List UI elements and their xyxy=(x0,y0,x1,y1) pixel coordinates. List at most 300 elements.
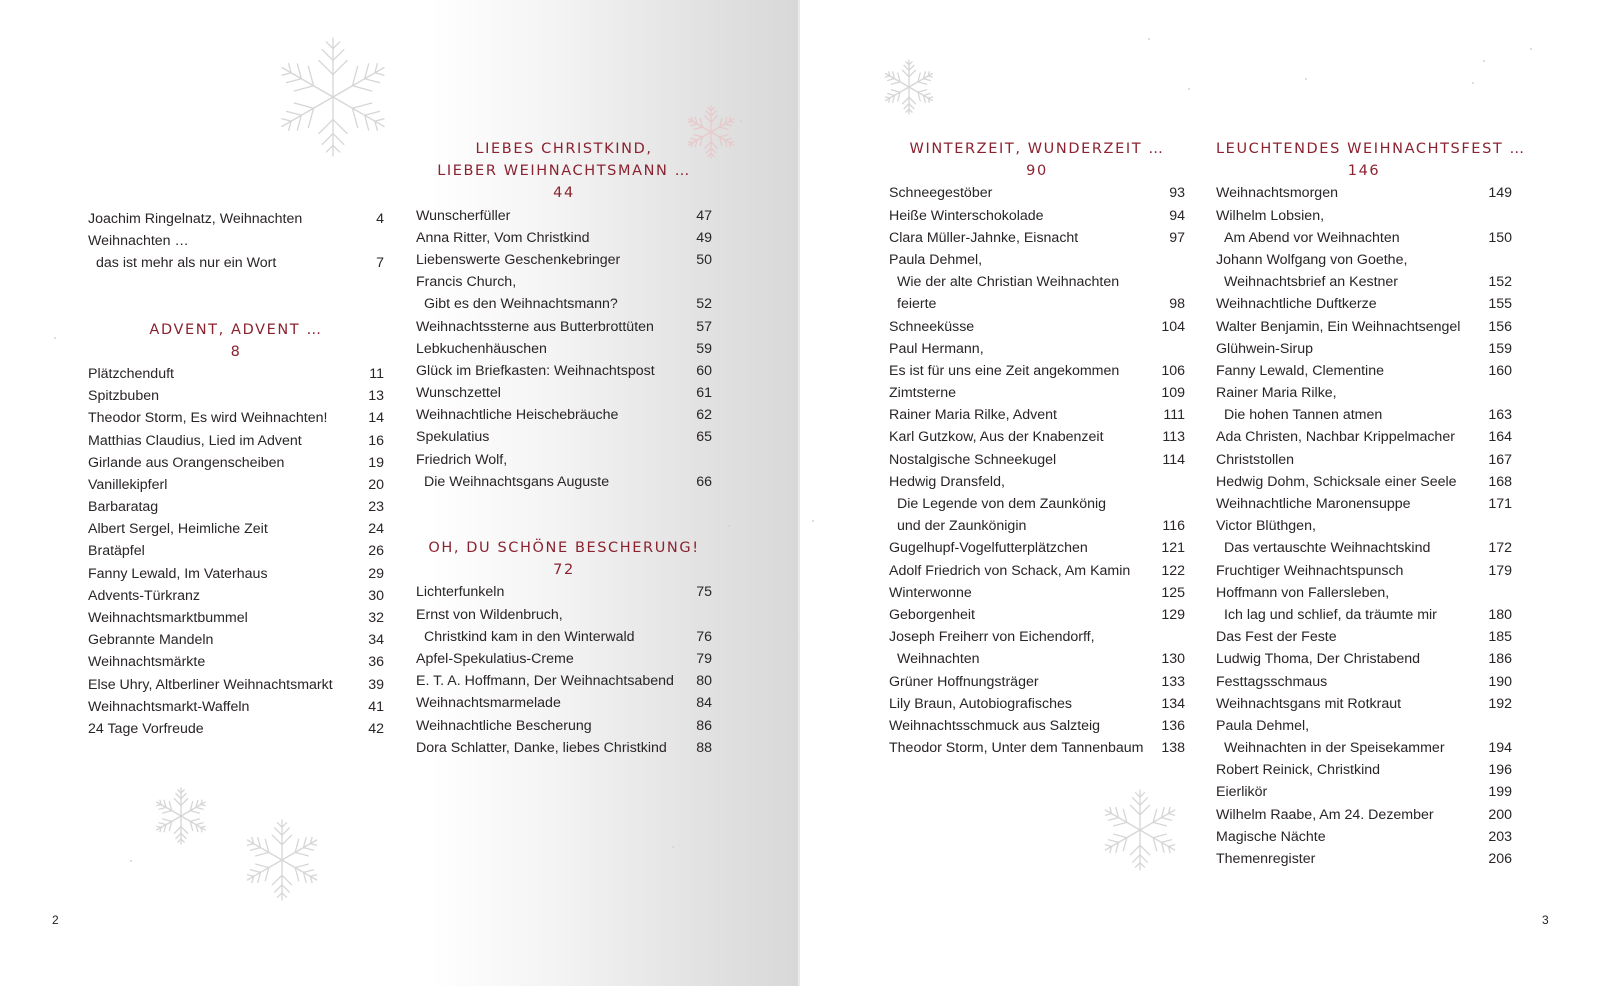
entry-title: Eierlikör xyxy=(1216,784,1268,801)
entry-title: Weihnachten in der Speisekammer xyxy=(1224,740,1445,757)
entry-title: Clara Müller-Jahnke, Eisnacht xyxy=(889,229,1079,246)
entry-page: 159 xyxy=(1488,340,1512,357)
toc-entry[interactable] xyxy=(889,737,1185,759)
toc-entry[interactable] xyxy=(1216,449,1512,471)
entry-title: Winterwonne xyxy=(889,584,972,601)
toc-entry[interactable] xyxy=(88,718,384,740)
entry-title: Paul Hermann, xyxy=(889,340,984,357)
section-title[interactable]: WINTERZEIT, WUNDERZEIT … xyxy=(909,141,1165,157)
toc-entry[interactable] xyxy=(88,474,384,496)
entry-page: 61 xyxy=(696,385,712,402)
toc-entry[interactable] xyxy=(889,205,1185,227)
entry-title: Weihnachtsmärkte xyxy=(88,654,206,671)
entry-page: 86 xyxy=(696,717,712,734)
toc-entry[interactable] xyxy=(889,582,1185,604)
entry-page: 186 xyxy=(1488,651,1512,668)
entry-title: Ada Christen, Nachbar Krippelmacher xyxy=(1216,429,1455,446)
entry-page: 26 xyxy=(368,543,384,560)
toc-list-christkind xyxy=(416,205,712,493)
toc-entry[interactable] xyxy=(1216,626,1512,648)
entry-page: 29 xyxy=(368,565,384,582)
snow-dot xyxy=(740,120,742,122)
entry-title: Hedwig Dransfeld, xyxy=(889,473,1005,490)
toc-entry[interactable] xyxy=(1216,249,1512,271)
entry-page: 14 xyxy=(368,410,384,427)
toc-entry[interactable] xyxy=(416,316,712,338)
entry-page: 23 xyxy=(368,499,384,516)
entry-title: Weihnachtsbrief an Kestner xyxy=(1224,274,1399,291)
entry-title: Gibt es den Weihnachtsmann? xyxy=(424,296,618,313)
toc-entry[interactable] xyxy=(88,651,384,673)
toc-entry[interactable] xyxy=(88,363,384,385)
toc-entry[interactable] xyxy=(88,230,384,252)
toc-entry[interactable] xyxy=(88,496,384,518)
toc-entry[interactable] xyxy=(1216,515,1512,537)
toc-entry[interactable] xyxy=(416,715,712,737)
toc-entry[interactable] xyxy=(1216,693,1512,715)
snow-dot xyxy=(672,846,674,848)
toc-entry[interactable] xyxy=(1216,493,1512,515)
toc-list-bescherung xyxy=(416,581,712,759)
entry-page: 75 xyxy=(696,584,712,601)
entry-page: 57 xyxy=(696,318,712,335)
section-title[interactable]: OH, DU SCHÖNE BESCHERUNG! xyxy=(428,540,700,556)
entry-title: Die hohen Tannen atmen xyxy=(1224,407,1383,424)
entry-page: 133 xyxy=(1161,673,1185,690)
toc-entry[interactable] xyxy=(416,648,712,670)
entry-title: Spekulatius xyxy=(416,429,490,446)
toc-entry[interactable] xyxy=(88,518,384,540)
entry-title: Fanny Lewald, Im Vaterhaus xyxy=(88,565,268,582)
entry-page: 114 xyxy=(1162,451,1185,468)
toc-entry[interactable] xyxy=(1216,205,1512,227)
entry-title: Weihnachten xyxy=(897,651,980,668)
entry-title: Friedrich Wolf, xyxy=(416,451,508,468)
toc-entry[interactable] xyxy=(889,316,1185,338)
toc-entry[interactable] xyxy=(88,674,384,696)
entry-title: Barbaratag xyxy=(88,499,159,516)
entry-title: Heiße Winterschokolade xyxy=(889,207,1044,224)
snow-dot xyxy=(812,520,814,522)
entry-title: Robert Reinick, Christkind xyxy=(1216,762,1381,779)
entry-title: Vanillekipferl xyxy=(88,476,168,493)
snow-dot xyxy=(1530,48,1532,50)
entry-page: 125 xyxy=(1161,584,1185,601)
entry-title: Rainer Maria Rilke, Advent xyxy=(889,407,1057,424)
entry-page: 93 xyxy=(1169,185,1185,202)
entry-title: Paula Dehmel, xyxy=(889,251,983,268)
toc-entry[interactable] xyxy=(416,426,712,448)
entry-title: Ludwig Thoma, Der Christabend xyxy=(1216,651,1420,668)
toc-entry[interactable] xyxy=(1216,537,1512,559)
section-title[interactable]: ADVENT, ADVENT … xyxy=(149,321,323,338)
entry-title: Weihnachtssterne aus Butterbrottüten xyxy=(416,318,654,335)
toc-entry[interactable] xyxy=(416,205,712,227)
toc-entry[interactable] xyxy=(889,715,1185,737)
entry-title: Am Abend vor Weihnachten xyxy=(1224,229,1400,246)
toc-entry[interactable] xyxy=(88,385,384,407)
section-page: 90 xyxy=(1026,163,1048,180)
toc-entry[interactable] xyxy=(1216,471,1512,493)
toc-entry[interactable] xyxy=(416,471,712,493)
snow-dot xyxy=(1472,82,1474,84)
entry-title: Advents-Türkranz xyxy=(88,587,200,604)
entry-page: 199 xyxy=(1488,784,1512,801)
entry-title: Wie der alte Christian Weihnachten xyxy=(897,274,1120,291)
toc-entry[interactable] xyxy=(1216,848,1512,870)
toc-entry[interactable] xyxy=(88,208,384,230)
entry-page: 66 xyxy=(696,473,712,490)
entry-page: 4 xyxy=(376,211,384,227)
toc-entry[interactable] xyxy=(1216,316,1512,338)
entry-title: Nostalgische Schneekugel xyxy=(889,451,1057,468)
toc-entry[interactable] xyxy=(889,626,1185,648)
toc-entry[interactable] xyxy=(88,252,384,274)
entry-page: 19 xyxy=(368,454,384,471)
toc-column-right-2 xyxy=(1216,138,1526,870)
section-title[interactable]: LIEBES CHRISTKIND, xyxy=(475,141,653,157)
entry-page: 116 xyxy=(1162,518,1185,535)
entry-page: 156 xyxy=(1488,318,1512,335)
entry-title: Anna Ritter, Vom Christkind xyxy=(416,229,590,246)
toc-entry[interactable] xyxy=(416,626,712,648)
entry-page: 24 xyxy=(368,521,384,538)
entry-title: Theodor Storm, Unter dem Tannenbaum xyxy=(889,740,1144,757)
entry-title: Hedwig Dohm, Schicksale einer Seele xyxy=(1216,473,1457,490)
toc-entry[interactable] xyxy=(889,449,1185,471)
entry-title: Themenregister xyxy=(1216,851,1316,867)
entry-title: das ist mehr als nur ein Wort xyxy=(96,255,277,272)
entry-page: 11 xyxy=(369,365,384,382)
toc-entry[interactable] xyxy=(416,737,712,759)
toc-entry[interactable] xyxy=(88,607,384,629)
entry-page: 121 xyxy=(1161,540,1185,557)
entry-title: E. T. A. Hoffmann, Der Weihnachtsabend xyxy=(416,673,674,690)
toc-entry[interactable] xyxy=(1216,648,1512,670)
entry-title: Magische Nächte xyxy=(1216,828,1326,845)
toc-entry[interactable] xyxy=(889,560,1185,582)
toc-entry[interactable] xyxy=(889,493,1185,515)
entry-title: Weihnachten … xyxy=(88,233,189,250)
toc-entry[interactable] xyxy=(889,227,1185,249)
entry-title: Schneegestöber xyxy=(889,185,993,202)
section-page: 8 xyxy=(230,343,242,360)
entry-title: Bratäpfel xyxy=(88,543,145,560)
toc-list-winterzeit xyxy=(889,182,1185,759)
entry-page: 167 xyxy=(1488,451,1512,468)
snow-dot xyxy=(1305,78,1307,80)
entry-page: 200 xyxy=(1488,806,1512,823)
toc-entry[interactable] xyxy=(1216,404,1512,426)
entry-title: Festtagsschmaus xyxy=(1216,673,1328,690)
entry-page: 130 xyxy=(1161,651,1185,668)
toc-entry[interactable] xyxy=(88,430,384,452)
toc-entry[interactable] xyxy=(889,604,1185,626)
entry-page: 203 xyxy=(1488,828,1512,845)
snow-dot xyxy=(728,525,730,527)
entry-page: 16 xyxy=(368,432,384,449)
entry-page: 34 xyxy=(368,632,384,649)
entry-title: Wunscherfüller xyxy=(416,207,511,224)
page-number: 3 xyxy=(1542,913,1549,927)
snow-dot xyxy=(1148,38,1150,40)
toc-entry[interactable] xyxy=(416,271,712,293)
toc-entry[interactable] xyxy=(1216,426,1512,448)
entry-title: Weihnachtsschmuck aus Salzteig xyxy=(889,717,1101,734)
entry-page: 111 xyxy=(1163,407,1185,424)
entry-title: Johann Wolfgang von Goethe, xyxy=(1216,251,1408,268)
entry-title: Lebkuchenhäuschen xyxy=(416,340,547,357)
entry-page: 80 xyxy=(696,673,712,690)
toc-entry[interactable] xyxy=(889,404,1185,426)
entry-page: 164 xyxy=(1488,429,1512,446)
section-page: 72 xyxy=(553,562,575,579)
toc-entry[interactable] xyxy=(1216,182,1512,204)
snow-dot xyxy=(130,860,132,862)
entry-page: 172 xyxy=(1488,540,1512,557)
entry-title: Fanny Lewald, Clementine xyxy=(1216,362,1384,379)
entry-page: 104 xyxy=(1161,318,1185,335)
entry-page: 42 xyxy=(368,720,384,737)
entry-page: 88 xyxy=(696,739,712,756)
entry-page: 149 xyxy=(1488,185,1512,202)
entry-page: 52 xyxy=(696,296,712,313)
section-title[interactable]: LEUCHTENDES WEIHNACHTSFEST … xyxy=(1216,141,1526,157)
entry-title: Christkind kam in den Winterwald xyxy=(424,628,635,645)
entry-title: Wilhelm Lobsien, xyxy=(1216,207,1325,224)
entry-title: Ich lag und schlief, da träumte mir xyxy=(1224,606,1437,623)
toc-entry[interactable] xyxy=(889,249,1185,271)
entry-page: 98 xyxy=(1169,296,1185,313)
entry-title: und der Zaunkönigin xyxy=(897,518,1027,535)
entry-page: 113 xyxy=(1162,429,1185,446)
toc-entry[interactable] xyxy=(1216,582,1512,604)
entry-title: Girlande aus Orangenscheiben xyxy=(88,454,285,471)
entry-page: 32 xyxy=(368,610,384,626)
entry-title: Matthias Claudius, Lied im Advent xyxy=(88,432,302,449)
toc-entry[interactable] xyxy=(88,452,384,474)
entry-page: 185 xyxy=(1488,629,1512,646)
entry-page: 97 xyxy=(1169,229,1185,246)
entry-page: 190 xyxy=(1488,673,1512,690)
toc-entry[interactable] xyxy=(416,404,712,426)
toc-entry[interactable] xyxy=(416,338,712,360)
toc-entry[interactable] xyxy=(1216,382,1512,404)
entry-page: 60 xyxy=(696,362,712,379)
entry-page: 196 xyxy=(1488,762,1512,779)
entry-title: Albert Sergel, Heimliche Zeit xyxy=(88,521,268,538)
entry-page: 30 xyxy=(368,587,384,604)
toc-entry[interactable] xyxy=(1216,804,1512,826)
entry-page: 150 xyxy=(1488,229,1512,246)
toc-entry[interactable] xyxy=(889,271,1185,293)
entry-title: Geborgenheit xyxy=(889,606,975,623)
toc-entry[interactable] xyxy=(1216,227,1512,249)
toc-entry[interactable] xyxy=(88,563,384,585)
entry-title: Die Weihnachtsgans Auguste xyxy=(424,473,610,490)
entry-title: Es ist für uns eine Zeit angekommen xyxy=(889,362,1120,379)
toc-entry[interactable] xyxy=(889,382,1185,404)
entry-page: 136 xyxy=(1161,717,1185,734)
toc-entry[interactable] xyxy=(889,537,1185,559)
entry-title: Else Uhry, Altberliner Weihnachtsmarkt xyxy=(88,676,333,693)
section-title-line2[interactable]: LIEBER WEIHNACHTSMANN … xyxy=(437,163,691,180)
toc-entry[interactable] xyxy=(1216,338,1512,360)
entry-page: 59 xyxy=(696,340,712,357)
toc-entry[interactable] xyxy=(1216,604,1512,626)
entry-title: Weihnachtliche Bescherung xyxy=(416,717,592,734)
toc-entry[interactable] xyxy=(88,696,384,718)
entry-title: feierte xyxy=(897,296,937,313)
entry-title: Victor Blüthgen, xyxy=(1216,518,1316,535)
entry-title: Wilhelm Raabe, Am 24. Dezember xyxy=(1216,806,1434,823)
entry-title: Plätzchenduft xyxy=(88,365,174,382)
toc-entry[interactable] xyxy=(416,360,712,382)
entry-title: Das Fest der Feste xyxy=(1216,629,1337,646)
entry-title: Ernst von Wildenbruch, xyxy=(416,606,563,623)
entry-page: 163 xyxy=(1488,407,1512,424)
entry-title: Das vertauschte Weihnachtskind xyxy=(1224,540,1431,557)
entry-page: 13 xyxy=(368,388,384,405)
entry-title: Grüner Hoffnungsträger xyxy=(889,673,1039,690)
toc-intro-list xyxy=(88,208,384,275)
entry-title: Weihnachtsmarktbummel xyxy=(88,610,248,626)
entry-title: Spitzbuben xyxy=(88,388,159,405)
toc-entry[interactable] xyxy=(889,471,1185,493)
entry-title: Die Legende von dem Zaunkönig xyxy=(897,496,1107,512)
entry-title: Weihnachtsmarkt-Waffeln xyxy=(88,698,250,715)
entry-page: 179 xyxy=(1488,562,1512,579)
entry-title: 24 Tage Vorfreude xyxy=(88,720,204,737)
entry-page: 160 xyxy=(1488,362,1512,379)
toc-entry[interactable] xyxy=(1216,759,1512,781)
toc-entry[interactable] xyxy=(88,540,384,562)
toc-entry[interactable] xyxy=(416,692,712,714)
toc-entry[interactable] xyxy=(416,227,712,249)
entry-page: 47 xyxy=(696,207,712,224)
entry-title: Lily Braun, Autobiografisches xyxy=(889,695,1072,712)
toc-entry[interactable] xyxy=(1216,826,1512,848)
snowflake-icon xyxy=(151,786,211,846)
entry-title: Hoffmann von Fallersleben, xyxy=(1216,584,1390,601)
toc-entry[interactable] xyxy=(88,585,384,607)
entry-title: Weihnachtsmorgen xyxy=(1216,185,1338,202)
toc-entry[interactable] xyxy=(88,629,384,651)
toc-entry[interactable] xyxy=(889,648,1185,670)
toc-entry[interactable] xyxy=(1216,715,1512,737)
toc-entry[interactable] xyxy=(889,426,1185,448)
entry-title: Paula Dehmel, xyxy=(1216,717,1310,734)
entry-page: 39 xyxy=(368,676,384,693)
entry-page: 152 xyxy=(1488,274,1512,291)
snowflake-icon xyxy=(272,36,394,158)
snow-dot xyxy=(54,337,56,339)
entry-page: 180 xyxy=(1488,606,1512,623)
snow-dot xyxy=(1483,60,1485,62)
toc-entry[interactable] xyxy=(1216,671,1512,693)
toc-list-advent xyxy=(88,363,384,740)
toc-entry[interactable] xyxy=(416,382,712,404)
snowflake-icon xyxy=(1098,788,1182,872)
entry-page: 62 xyxy=(696,407,712,424)
toc-entry[interactable] xyxy=(889,293,1185,315)
toc-entry[interactable] xyxy=(889,182,1185,204)
entry-page: 49 xyxy=(696,229,712,246)
toc-entry[interactable] xyxy=(416,449,712,471)
toc-entry[interactable] xyxy=(88,407,384,429)
toc-entry[interactable] xyxy=(1216,293,1512,315)
entry-title: Walter Benjamin, Ein Weihnachtsengel xyxy=(1216,318,1461,335)
entry-title: Weihnachtsgans mit Rotkraut xyxy=(1216,695,1402,712)
toc-entry[interactable] xyxy=(1216,271,1512,293)
entry-title: Weihnachtliche Heischebräuche xyxy=(416,407,619,424)
toc-entry[interactable] xyxy=(889,515,1185,537)
toc-column-left-2 xyxy=(416,138,712,759)
toc-list-weihnachtsfest xyxy=(1216,182,1512,870)
entry-page: 194 xyxy=(1488,740,1512,757)
entry-title: Christstollen xyxy=(1216,451,1295,468)
entry-title: Theodor Storm, Es wird Weihnachten! xyxy=(88,410,328,427)
toc-entry[interactable] xyxy=(889,360,1185,382)
toc-entry[interactable] xyxy=(416,249,712,271)
toc-entry[interactable] xyxy=(889,671,1185,693)
entry-page: 129 xyxy=(1161,606,1185,623)
entry-page: 109 xyxy=(1161,385,1185,402)
toc-entry[interactable] xyxy=(416,670,712,692)
entry-title: Glühwein-Sirup xyxy=(1216,340,1313,357)
entry-page: 41 xyxy=(368,698,384,715)
right-page xyxy=(800,0,1600,986)
entry-title: Rainer Maria Rilke, xyxy=(1216,385,1337,402)
entry-title: Liebenswerte Geschenkebringer xyxy=(416,251,621,268)
entry-page: 134 xyxy=(1161,695,1185,712)
snowflake-icon xyxy=(880,58,938,116)
section-page: 146 xyxy=(1347,163,1381,180)
toc-entry[interactable] xyxy=(1216,360,1512,382)
toc-entry[interactable] xyxy=(416,604,712,626)
entry-title: Wunschzettel xyxy=(416,385,501,402)
entry-page: 36 xyxy=(368,654,384,671)
entry-page: 94 xyxy=(1169,207,1185,224)
toc-entry[interactable] xyxy=(889,693,1185,715)
entry-title: Francis Church, xyxy=(416,274,517,291)
entry-title: Schneeküsse xyxy=(889,318,975,335)
toc-entry[interactable] xyxy=(416,293,712,315)
entry-title: Fruchtiger Weihnachtspunsch xyxy=(1216,562,1404,579)
entry-title: Gebrannte Mandeln xyxy=(88,632,214,649)
entry-page: 106 xyxy=(1161,362,1185,379)
entry-title: Adolf Friedrich von Schack, Am Kamin xyxy=(889,562,1131,579)
entry-page: 50 xyxy=(696,251,712,268)
entry-page: 79 xyxy=(696,650,712,667)
entry-page: 168 xyxy=(1488,473,1512,490)
entry-title: Joseph Freiherr von Eichendorff, xyxy=(889,629,1095,646)
entry-title: Karl Gutzkow, Aus der Knabenzeit xyxy=(889,429,1104,446)
entry-page: 171 xyxy=(1488,496,1512,512)
entry-title: Joachim Ringelnatz, Weihnachten xyxy=(88,211,303,227)
toc-entry[interactable] xyxy=(1216,737,1512,759)
toc-entry[interactable] xyxy=(1216,781,1512,803)
section-page: 44 xyxy=(553,185,575,202)
entry-title: Weihnachtliche Maronensuppe xyxy=(1216,496,1411,512)
entry-title: Lichterfunkeln xyxy=(416,584,505,601)
snow-dot xyxy=(1188,88,1190,90)
entry-page: 192 xyxy=(1488,695,1512,712)
toc-entry[interactable] xyxy=(1216,560,1512,582)
toc-entry[interactable] xyxy=(889,338,1185,360)
entry-page: 155 xyxy=(1488,296,1512,313)
toc-entry[interactable] xyxy=(416,581,712,603)
